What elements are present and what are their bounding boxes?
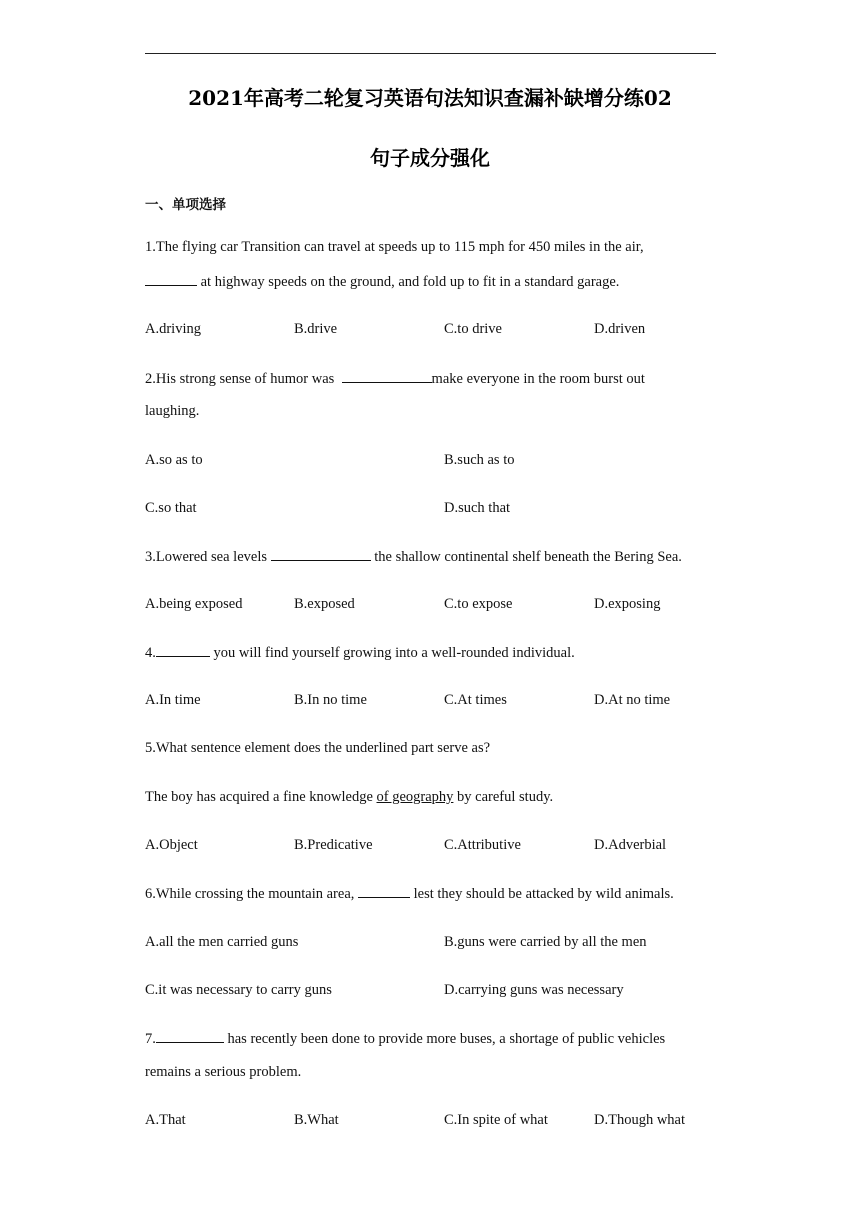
option-d[interactable]: D.driven <box>594 321 646 337</box>
option-d[interactable]: D.At no time <box>594 692 671 708</box>
question-7-text: 7. has recently been done to provide more buses, a shortage of public vehicles <box>145 1031 666 1047</box>
option-c[interactable]: C.it was necessary to carry guns <box>145 982 332 998</box>
question-5-text: 5.What sentence element does the underlined part serve as? <box>145 740 491 756</box>
question-1-text: 1.The flying car Transition can travel at speeds up to 115 mph for 450 miles in the air, <box>145 239 644 255</box>
option-d[interactable]: D.such that <box>444 500 511 516</box>
section-heading: 一、单项选择 <box>145 197 226 213</box>
option-c[interactable]: C.In spite of what <box>444 1112 548 1128</box>
option-a[interactable]: A.In time <box>145 692 201 708</box>
question-6-text: 6.While crossing the mountain area, lest they should be attacked by wild animals. <box>145 886 674 902</box>
option-c[interactable]: C.to drive <box>444 321 502 337</box>
option-d[interactable]: D.exposing <box>594 596 661 612</box>
question-2-text: 2.His strong sense of humor was make everyone in the room burst out <box>145 371 645 387</box>
answer-blank <box>358 885 410 898</box>
option-c[interactable]: C.At times <box>444 692 507 708</box>
option-c[interactable]: C.Attributive <box>444 837 521 853</box>
question-2-text-cont: laughing. <box>145 403 200 419</box>
question-1-text-cont: at highway speeds on the ground, and fold up to fit in a standard garage. <box>145 273 619 291</box>
header-rule <box>145 53 716 54</box>
document-subtitle: 句子成分强化 <box>370 146 490 170</box>
question-4-text: 4. you will find yourself growing into a well-rounded individual. <box>145 645 575 661</box>
option-a[interactable]: A.so as to <box>145 452 203 468</box>
document-title: 2021年高考二轮复习英语句法知识查漏补缺增分练02 <box>188 86 672 110</box>
option-a[interactable]: A.all the men carried guns <box>145 934 299 950</box>
option-c[interactable]: C.so that <box>145 500 197 516</box>
question-5-sentence: The boy has acquired a fine knowledge of geography by careful study. <box>145 789 554 805</box>
answer-blank <box>271 548 371 561</box>
option-b[interactable]: B.What <box>294 1112 339 1128</box>
option-b[interactable]: B.guns were carried by all the men <box>444 934 647 950</box>
answer-blank <box>145 273 197 286</box>
option-b[interactable]: B.Predicative <box>294 837 373 853</box>
option-b[interactable]: B.exposed <box>294 596 355 612</box>
question-7-text-cont: remains a serious problem. <box>145 1064 302 1080</box>
option-a[interactable]: A.Object <box>145 837 198 853</box>
option-d[interactable]: D.Adverbial <box>594 837 667 853</box>
option-a[interactable]: A.That <box>145 1112 186 1128</box>
answer-blank <box>156 644 210 657</box>
option-b[interactable]: B.drive <box>294 321 338 337</box>
option-b[interactable]: B.In no time <box>294 692 367 708</box>
answer-blank <box>156 1030 224 1043</box>
option-d[interactable]: D.Though what <box>594 1112 686 1128</box>
option-b[interactable]: B.such as to <box>444 452 515 468</box>
option-d[interactable]: D.carrying guns was necessary <box>444 982 624 998</box>
answer-blank <box>342 370 432 383</box>
option-a[interactable]: A.being exposed <box>145 596 243 612</box>
option-c[interactable]: C.to expose <box>444 596 513 612</box>
underlined-part: of geography <box>376 789 454 805</box>
question-3-text: 3.Lowered sea levels the shallow continental shelf beneath the Bering Sea. <box>145 549 682 565</box>
option-a[interactable]: A.driving <box>145 321 201 337</box>
